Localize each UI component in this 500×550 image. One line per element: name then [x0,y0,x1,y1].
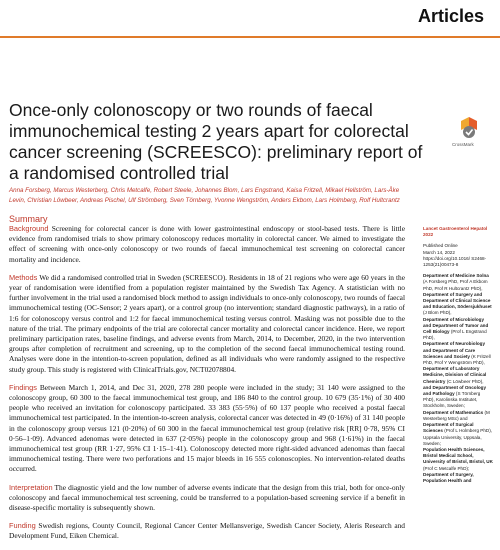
section-label-methods: Methods [9,272,38,282]
journal-header [0,0,500,36]
affiliation-item: Department of Surgical Sciences (Prof L Holmberg PhD), Uppsala University, Uppsala, Sweden; [423,422,493,446]
section-label: Articles [417,6,484,26]
journal-citation: Lancet Gastroenterol Hepatol 2022 [423,226,488,238]
section-label-funding: Funding [9,521,36,531]
sidebar [423,226,493,484]
abstract-background [9,224,405,265]
abstract-funding [9,521,405,541]
methods-text: We did a randomised controlled trial in Sweden (SCREESCO). Residents in 18 of 21 regions who were age 60 years in the year of randomisation were identified from a population register maintained by the Swedish Tax Agency. A statistician with no further involvement in the trial used a randomised block method to assign individuals to once-only colonoscopy, two rounds of faecal immunochemical testing (OC-Sensor; 2 years apart), or a control group (no intervention; standard diagnostic pathways), in a ratio of 1:6 for colonoscopy versus control and 1:2 for faecal immunochemical testing versus control. Masking was not possible due to the nature of the trial. The primary endpoints of the trial are colorectal cancer mortality and colorectal cancer incidence. Here, we report preliminary participation rates, baseline findings, and adverse events from March, 2014, to December, 2020, in the two intervention groups after completion of recruitment and screening, up to the completion of the second faecal immunochemical testing round. Analyses were done in the intention-to-screen population, defined as all individuals who were randomly assigned to the respective study group. This study is registered with ClinicalTrials.gov, NCT02078804. [9,272,405,374]
findings-text: Between March 1, 2014, and Dec 31, 2020, 278 280 people were included in the study; 31 140 were assigned to the colonoscopy group, 60 300 to the faecal immunochemical test group, and 186 840 to the control group. 10 679 (35·1%) of 30 400 people who received an invitation for colonoscopy participated. 33 383 (55·5%) of 60 137 people who received a postal faecal immunochemical test participated. In the intention-to-screen analysis, colorectal cancer was detected in 49 (0·16%) of 31 140 people in the colonoscopy group versus 121 (0·20%) of 60 300 in the faecal immunochemical test group (relative risk [RR] 0·78, 95% CI 0·56–1·09). Advanced adenomas were detected in 637 (2·05%) people in the colonoscopy group and 968 (1·61%) in the faecal immunochemical test group (RR 1·27, 95% CI 1·15–1·41). Colonoscopy detected more right-sided advanced adenomas than faecal immunochemical testing. There were two perforations and 15 major bleeds in 16 555 colonoscopies. No intervention-related deaths occurred. [9,382,405,474]
affiliation-item: Population Health Sciences, Bristol Medical School, University of Bristol, Bristol, UK (Prof C Metcalfe PhD); [423,446,493,471]
abstract [9,224,405,550]
affiliation-item: Department of Neurobiology and Department of Care Sciences and Society (K Fritzell PhD, Prof Y Wengström PhD), [423,341,491,366]
abstract-findings [9,383,405,475]
affiliation-item: and Department of Oncology and Pathology (S Törnberg PhD), Karolinska Institutet, Stockholm, Sweden; [423,384,487,409]
interpretation-text: The diagnostic yield and the low number of adverse events indicate that the design from this trial, both for once-only colonoscopy and faecal immunochemical test screening, could be transferred to a population-based screening service if a benefit in disease-specific mortality is subsequently shown. [9,482,405,513]
summary-heading: Summary [9,214,48,224]
affiliation-item: Department of Surgery and Department of Clinical Science and Education, Södersjukhuset (J Blom PhD), [423,291,492,316]
affiliation-item: Department of Medicine Solna (A Forsberg PhD, Prof A Ekbom PhD, Prof R Hultcrantz PhD), [423,273,489,291]
abstract-methods [9,273,405,375]
crossmark-label: CrossMark [452,142,474,147]
section-label-interpretation: Interpretation [9,482,53,492]
crossmark-icon[interactable] [458,116,480,142]
section-label-findings: Findings [9,382,37,392]
affiliation-item: Department of Laboratory Medicine, Division of Clinical Chemistry (C Löwbeer PhD), [423,366,487,384]
published-label: Published Online [423,243,458,249]
abstract-interpretation [9,483,405,514]
published-date: March 14, 2022 [423,249,455,255]
background-text: Screening for colorectal cancer is done with lower gastrointestinal endoscopy or stool-based tests. There is little evidence from randomised trials to show primary colonoscopy reduces mortality in colorectal cancer. We aimed to investigate the effect of screening with once-only colonoscopy or two rounds of faecal immunochemical test screening on colorectal cancer mortality and incidence. [9,224,405,264]
section-label-background: Background [9,224,49,233]
affiliation-item: Department of Mathematics (M Westerberg MSc) and [423,409,490,421]
funding-text: Swedish regions, County Council, Regional Cancer Center Mellansverige, Swedish Cancer Society, Aleris Research and Development Fund, Eiken Chemical. [9,521,405,541]
article-title: Once-only colonoscopy or two rounds of faecal immunochemical testing 2 years apart for colorectal cancer screening (SCREESCO): preliminary report of a randomised controlled trial [9,100,423,183]
affiliation-item: Department of Microbiology and Department of Tumor and Cell Biology (Prof L Engstrand PhD), [423,316,489,341]
header-rule [0,36,500,38]
affiliation-item: Department of Surgery, Population Health and [423,471,474,483]
doi-link[interactable]: https://doi.org/10.1016/ S2468-1253(21)00473-8 [423,255,487,268]
author-list: Anna Forsberg, Marcus Westerberg, Chris Metcalfe, Robert Steele, Johannes Blom, Lars Engstrand, Kaisa Fritzell, Mikael Hellström, Lars-Åke Levin, Christian Löwbeer, Andreas Pischel, Ulf Strömberg, Sven Törnberg, Yvonne Wengström, Anders Ekbom, Lars Holmberg, Rolf Hultcrantz [9,187,400,204]
